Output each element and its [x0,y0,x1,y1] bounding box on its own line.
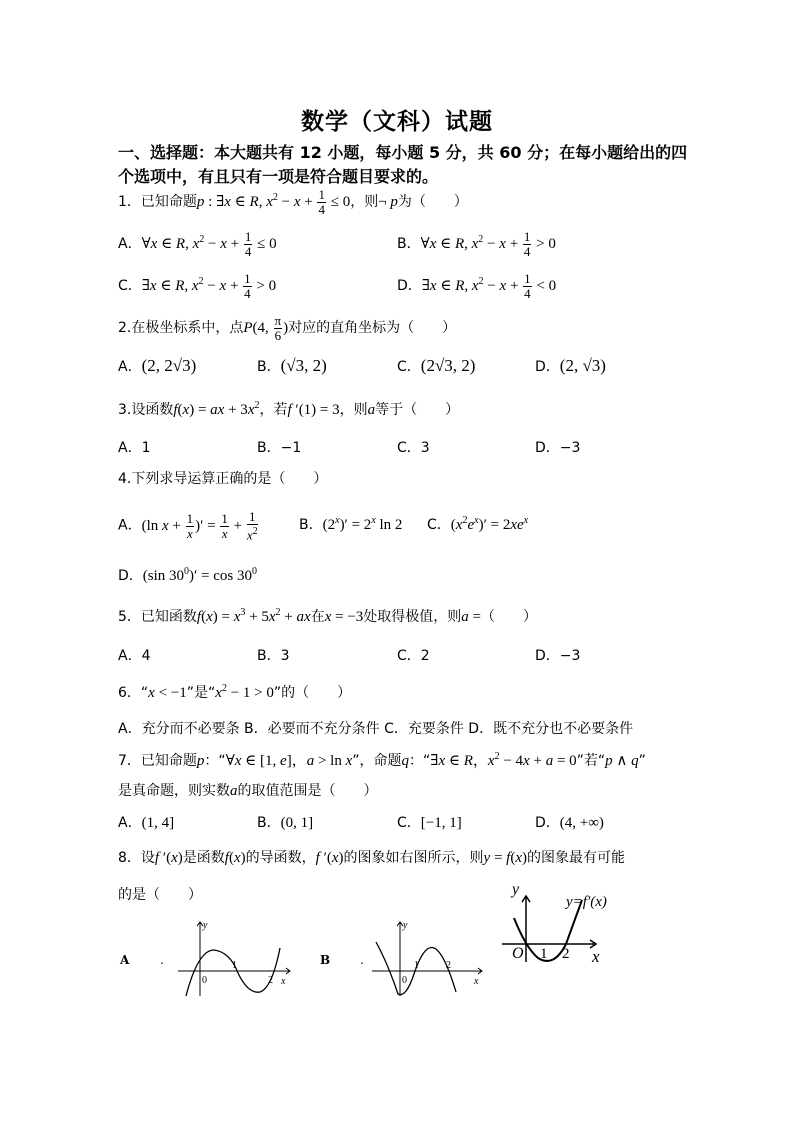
q3-end: 等于（ ） [375,402,460,418]
q8-mid2: 的导函数， [245,850,316,866]
deriv-y-label: y [512,881,520,898]
a-y-label: y [203,920,208,931]
a-origin-label: 0 [202,975,207,986]
question-7-line2: 是真命题，则实数a的取值范围是（ ） [118,783,378,799]
q1-end: 为（ ） [397,193,468,210]
q7-option-d[interactable]: D．(4, +∞) [535,815,604,831]
q7-option-a[interactable]: A．(1, 4] [118,815,175,831]
q5-mid: 在 [310,609,325,625]
q2-b-label: B． [257,359,281,375]
q2-option-b[interactable]: B．(√3, 2) [257,356,327,375]
q7-a-label: A． [118,815,142,831]
q8-mid3: 的图象如右图所示，则 [343,850,484,866]
q6-options[interactable]: A．充分而不必要条 B．必要而不充分条件 C．充要条件 D．既不充分也不必要条件 [118,721,634,737]
q4-option-d[interactable]: D．(sin $30^0)' = \cos 30^0$ [118,566,258,584]
q7-mid: ：“ [204,753,226,769]
deriv-function-label: y=f′(x) [566,894,607,910]
q7-mid4: ”若“ [576,753,606,769]
b-two-label: 2 [446,960,451,971]
deriv-x-label: x [592,947,600,966]
q7-d-label: D． [535,815,560,831]
q4-option-a[interactable]: A．(ln x + $\frac{1}{x}$ )′ = $\frac{1}{x}$ + $\frac{1}{x^2}$ [118,509,258,543]
q8-option-a-dot: . [160,953,164,967]
q7-mid3: ：“ [409,753,431,769]
q8-option-b-dot: . [360,953,364,967]
deriv-two-label: 2 [562,946,570,962]
a-one-label: 1 [232,960,237,971]
q8-option-b-graph[interactable] [370,918,488,998]
q2-option-c[interactable]: C．(2√3, 2) [397,356,476,375]
question-4-stem: 4.下列求导运算正确的是（ ） [118,471,328,487]
q2-prefix: 2.在极坐标系中，点 [118,319,244,336]
q7-b-label: B． [257,815,281,831]
q3-mid: ，若 [259,402,288,418]
q7-mid2: ”，命题 [352,753,402,769]
q5-end: （ ） [481,609,537,625]
q4-option-c[interactable]: C．$(x^2e^x)' = 2xe^x$ [427,515,529,533]
b-one-label: 1 [414,960,419,971]
q8-option-a-label[interactable]: A [120,953,130,967]
q5-option-c[interactable]: C．2 [397,648,430,664]
q1-prefix: 1．已知命题 [118,193,197,210]
question-3-stem: 3.设函数f(x) = ax + $3x^2$，若f ′(1) = 3，则a等于（ ） [118,400,460,418]
a-two-label: 2 [268,975,273,986]
question-8-line2: 的是（ ） [118,887,202,903]
q1-option-d[interactable]: D．∃x ∈ R, $x^2 - x$ + $\frac{1}{4}$ < 0 [397,271,557,301]
q6-end: ”的（ ） [273,685,352,701]
q7-option-b[interactable]: B．(0, 1] [257,815,314,831]
q5-prefix: 5．已知函数 [118,609,197,625]
q1-b-label: B． [397,235,421,252]
page-title: 数学（文科）试题 [301,108,493,135]
q6-mid: ”是“ [186,685,216,701]
q5-option-d[interactable]: D．−3 [535,648,581,664]
q5-option-b[interactable]: B．3 [257,648,290,664]
question-6-stem: 6．“x < −1”是“$x^2 - 1 > 0$”的（ ） [118,683,352,701]
q7-end: ” [638,753,646,769]
q3-option-b[interactable]: B．−1 [257,440,302,456]
q8-prefix: 8．设 [118,850,155,866]
q2-a-label: A． [118,359,142,375]
q2-c-label: C． [397,359,421,375]
b-x-label: x [474,976,479,987]
derivative-graph [498,878,648,966]
question-1-stem: 1．已知命题p : ∃x ∈ R, $x^2 - x$ + $\frac{1}{4}$ ≤ 0，则¬ p为（ ） [118,187,468,217]
q1-option-b[interactable]: B．∀x ∈ R, $x^2 - x$ + $\frac{1}{4}$ > 0 [397,229,556,259]
b-y-label: y [403,920,408,931]
q1-option-a[interactable]: A．∀x ∈ R, $x^2 - x$ + $\frac{1}{4}$ ≤ 0 [118,229,277,259]
q1-option-c[interactable]: C．∃x ∈ R, $x^2 - x$ + $\frac{1}{4}$ > 0 [118,271,277,301]
q3-option-d[interactable]: D．−3 [535,440,581,456]
q3-option-a[interactable]: A．1 [118,440,151,456]
q8-option-b-label[interactable]: B [320,953,331,967]
q4-b-label: B． [299,517,323,533]
q6-prefix: 6．“ [118,685,149,701]
q4-d-label: D． [118,568,143,584]
q7-option-c[interactable]: C．[−1, 1] [397,815,462,831]
q1-suffix: ，则 [350,193,379,210]
deriv-origin-label: O [512,945,524,962]
q2-option-d[interactable]: D．(2, √3) [535,356,606,375]
q8-option-a-graph[interactable] [176,918,296,998]
q2-d-label: D． [535,359,560,375]
q8-mid: 是函数 [182,850,225,866]
b-origin-label: 0 [402,975,407,986]
q4-c-label: C． [427,517,451,533]
question-7-stem: 7．已知命题p：“∀x ∈ [1, e]，a > ln x”，命题q：“∃x ∈ R，$x^2 - 4x + a = 0$”若“p ∧ q” [118,751,646,769]
q8-end: 的图象最有可能 [527,850,625,866]
q1-c-label: C． [118,277,142,294]
q7-line2-text: 是真命题，则实数 [118,783,230,799]
q7-line2-end: 的取值范围是（ ） [237,783,378,799]
q7-prefix: 7．已知命题 [118,753,197,769]
q4-option-b[interactable]: B．$(2^x)' = 2^x$ ln 2 [299,515,403,533]
q3-option-c[interactable]: C．3 [397,440,430,456]
q4-a-label: A． [118,517,142,534]
q7-c-label: C． [397,815,421,831]
question-8-stem: 8．设f ′(x)是函数f(x)的导函数，f ′(x)的图象如右图所示，则y = f(x)的图象最有可能 [118,850,625,866]
q5-option-a[interactable]: A．4 [118,648,151,664]
section-heading-line1: 一、选择题：本大题共有 12 小题，每小题 5 分，共 60 分；在每小题给出的四 [118,143,688,162]
q3-mid2: ，则 [339,402,368,418]
deriv-one-label: 1 [540,946,548,962]
question-5-stem: 5．已知函数$f(x) = x^3 + 5x^2$ + ax在x = −3处取得极值，则a =（ ） [118,607,537,625]
section-heading-line2: 个选项中，有且只有一项是符合题目要求的。 [118,167,439,186]
a-x-label: x [281,976,286,987]
question-2-stem: 2.在极坐标系中，点P(4, $\frac{\pi}{6}$ )对应的直角坐标为（ ） [118,313,457,343]
q2-suffix: 对应的直角坐标为（ ） [288,319,457,336]
q3-prefix: 3.设函数 [118,402,174,418]
q5-mid2: 处取得极值，则 [363,609,462,625]
q2-option-a[interactable]: A．(2, 2√3) [118,356,197,375]
q1-a-label: A． [118,235,142,252]
q1-d-label: D． [397,277,422,294]
